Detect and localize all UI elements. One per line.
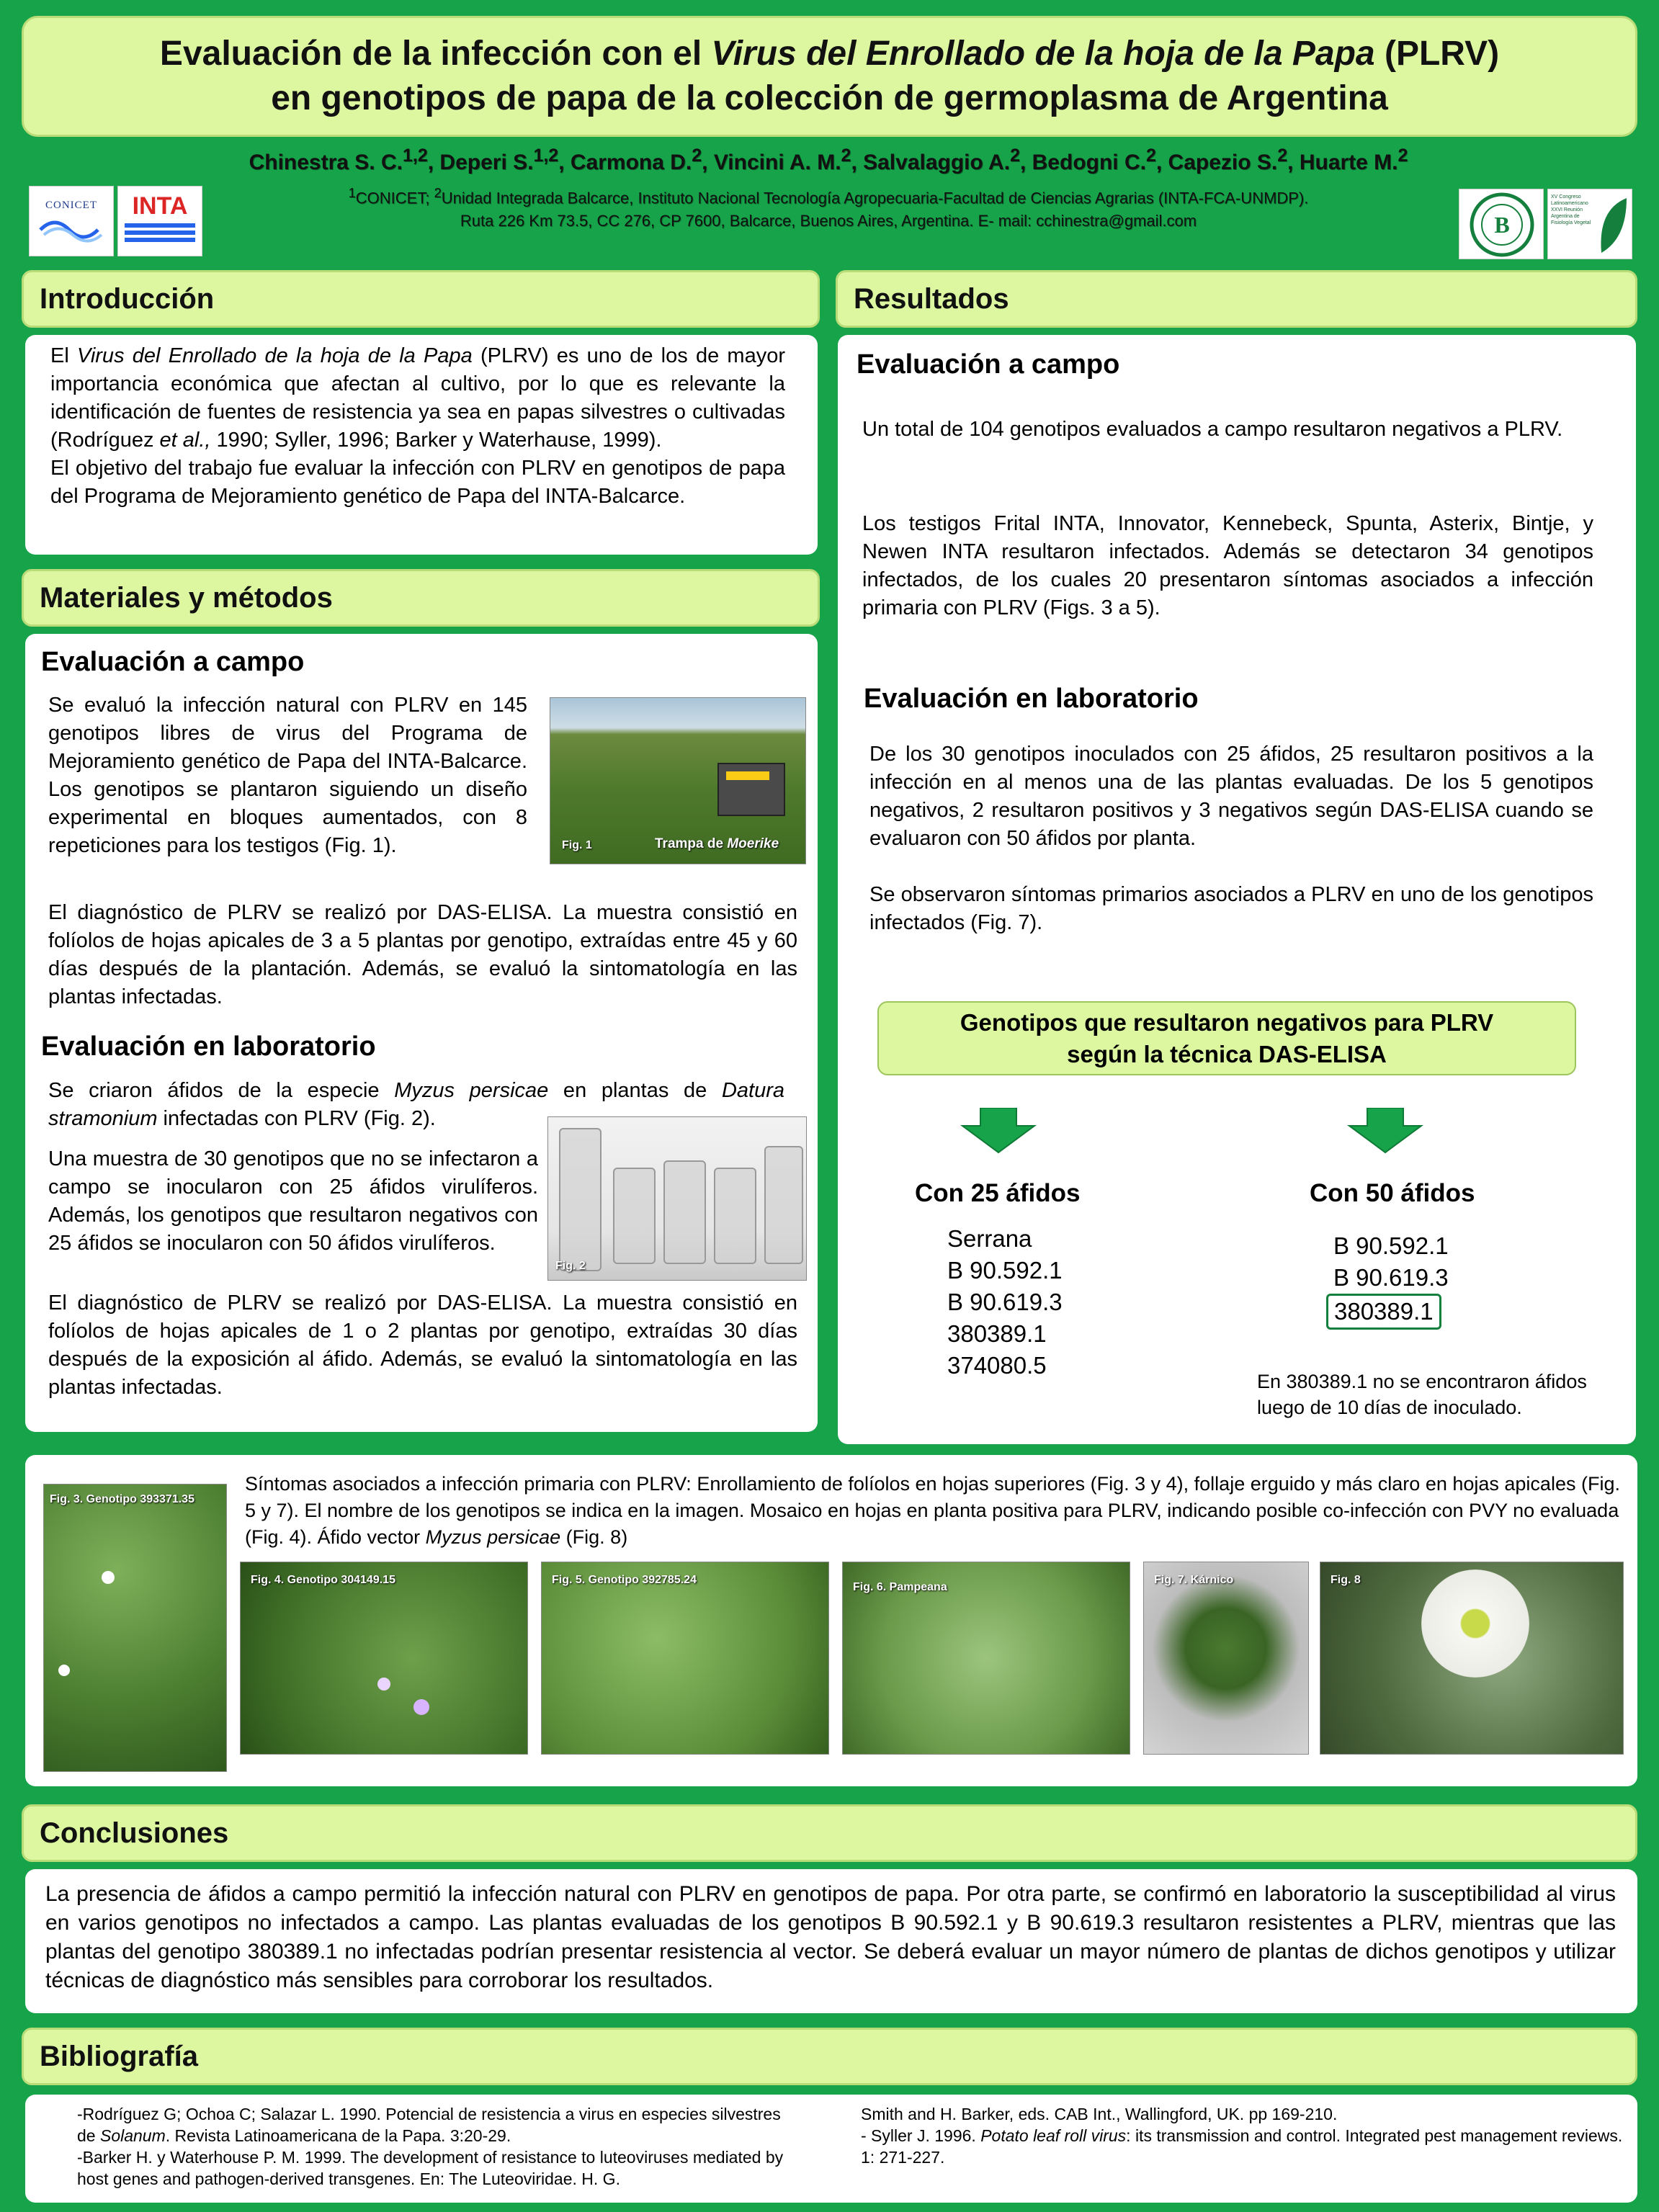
methods-lab-title: Evaluación en laboratorio [41, 1031, 376, 1062]
leaf-icon [1594, 195, 1630, 256]
inta-stripe [125, 238, 195, 242]
genotype-item: B 90.619.3 [1333, 1264, 1449, 1291]
genotype-item: 380389.1 [947, 1320, 1047, 1347]
inta-logo-text: INTA [132, 192, 188, 220]
title-line-1 [24, 32, 1635, 76]
reference-italic: Potato leaf roll virus [980, 2126, 1127, 2145]
cage-5 [764, 1146, 803, 1264]
seal-icon [1459, 189, 1544, 260]
box-title-line-2: según la técnica DAS-ELISA [1067, 1040, 1387, 1067]
figures-caption-species: Myzus persicae [425, 1526, 561, 1548]
intro-virus-name: Virus del Enrollado de la hoja de la Papa [77, 344, 473, 367]
genotype-item: 374080.5 [947, 1352, 1047, 1379]
affiliation-line-2: Ruta 226 Km 73.5, CC 276, CP 7600, Balcarce, Buenos Aires, Argentina. E- mail: cchinestra@gmail.com [460, 212, 1197, 230]
reference-2: -Barker H. y Waterhouse P. M. 1999. The development of resistance to luteoviruses mediated by host genes and pathogen-derived transgenes. En: The Luteoviridae. H. G. [77, 2148, 784, 2188]
intro-et-al: et al., [159, 429, 211, 452]
methods-header: Materiales y métodos [22, 569, 820, 627]
cage-4 [714, 1168, 756, 1264]
intro-paragraph-2: El objetivo del trabajo fue evaluar la infección con PLRV en genotipos de papa del Programa de Mejoramiento genético de Papa del INTA-Balcarce. [50, 457, 785, 508]
col-25-list [947, 1223, 1063, 1382]
fig-6-photo [842, 1562, 1130, 1755]
conclusions-panel [25, 1869, 1637, 2013]
arrow-down-icon [959, 1108, 1038, 1155]
conicet-logo-text: CONICET [45, 200, 97, 211]
fig-5-label: Fig. 5. Genotipo 392785.24 [552, 1574, 697, 1586]
box-title-line-1: Genotipos que resultaron negativos para PLRV [960, 1008, 1494, 1036]
conicet-wave-icon [30, 212, 115, 248]
lab-text: Se criaron áfidos de la especie [48, 1079, 395, 1102]
lab-host-species: Datura stramonium [48, 1079, 784, 1130]
inta-stripe [125, 230, 195, 235]
lab-text: infectadas con PLRV (Fig. 2). [157, 1107, 436, 1130]
figures-caption-text: (Fig. 8) [560, 1526, 628, 1548]
results-field-paragraph-1: Un total de 104 genotipos evaluados a campo resultaron negativos a PLRV. [862, 418, 1563, 441]
methods-field-paragraph-2: El diagnóstico de PLRV se realizó por DAS-ELISA. La muestra consistió en folíolos de hojas apicales de 3 a 5 plantas por genotipo, extraídas entre 45 y 60 días después de la plantación. Además, se evaluó la sintomatología en las plantas infectadas. [48, 901, 797, 1008]
genotype-item: B 90.592.1 [1333, 1232, 1449, 1259]
intro-text: 1990; Syller, 1996; Barker y Waterhause, 1999). [210, 429, 662, 452]
fig-2-photo [547, 1116, 807, 1281]
flower [58, 1665, 70, 1676]
flower [102, 1571, 115, 1584]
title-text: (PLRV) [1374, 35, 1500, 73]
congress-logo [1547, 189, 1632, 259]
results-lab-title: Evaluación en laboratorio [864, 684, 1199, 714]
cage-3 [663, 1160, 706, 1264]
methods-field-paragraph-1: Se evaluó la infección natural con PLRV en 145 genotipos libres de virus del Programa de Mejoramiento genético de Papa del INTA-Balcarce. Los genotipos se plantaron siguiendo un diseño experimental en bloques aumentados, con 8 repeticiones para los testigos (Fig. 1). [48, 694, 527, 857]
fig-2-label: Fig. 2 [555, 1260, 586, 1272]
highlighted-genotype: 380389.1 [1326, 1294, 1441, 1330]
potato-flower [1421, 1570, 1529, 1678]
authors: Chinestra S. C.$^{1,2}$, Deperi S.$^{1,2}$, Carmona D.$^2$, Vincini A. M.$^2$, Salvalaggio A.$^2$, Bedogni C.$^2$, Capezio S.$^2$, Huarte M.$^2$ [249, 145, 1408, 174]
fig-1-caption-text: Trampa de [655, 836, 728, 851]
methods-field-title: Evaluación a campo [41, 647, 305, 677]
fig-6-label: Fig. 6. Pampeana [853, 1581, 947, 1593]
reference-text: : its transmission and control. Integrated pest management reviews. 1: 271-227. [861, 2126, 1623, 2167]
bibliography-panel [25, 2095, 1637, 2203]
intro-panel [25, 335, 818, 555]
fig-1-caption [655, 836, 779, 852]
fig-7-photo [1143, 1562, 1309, 1755]
affiliation-line-1: $^1$CONICET; $^2$Unidad Integrada Balcarce, Instituto Nacional Tecnología Agropecuaria-Facultad de Ciencias Agrarias (INTA-FCA-UNMDP). [348, 185, 1309, 207]
congress-logo-text: XV Congreso Latinoamericano XXVI Reunión Argentina de Fisiología Vegetal [1551, 194, 1591, 225]
results-note: En 380389.1 no se encontraron áfidos luego de 10 días de inoculado. [1257, 1371, 1587, 1418]
col-25-title: Con 25 áfidos [915, 1179, 1081, 1207]
affiliations [72, 182, 1585, 233]
results-field-paragraph-2: Los testigos Frital INTA, Innovator, Kennebeck, Spunta, Asterix, Bintje, y Newen INTA resultaron infectados. Además se detectaron 34 genotipos infectados, de los cuales 20 presentaron síntomas asociados a infección primaria con PLRV (Figs. 3 a 5). [862, 512, 1593, 619]
results-lab-paragraph-2: Se observaron síntomas primarios asociados a PLRV en uno de los genotipos infectados (Fig. 7). [869, 883, 1593, 934]
flower [377, 1678, 390, 1691]
reference-3 [861, 2125, 1624, 2168]
reference-text: - Syller J. 1996. [861, 2126, 981, 2145]
reference-2-continued: Smith and H. Barker, eds. CAB Int., Wallingford, UK. pp 169-210. [861, 2105, 1338, 2123]
fig-8-label: Fig. 8 [1331, 1574, 1361, 1586]
col-50-title: Con 50 áfidos [1310, 1179, 1475, 1207]
fig-1-photo [550, 697, 806, 864]
poster-title [22, 16, 1637, 137]
lab-species: Myzus persicae [394, 1079, 549, 1102]
bibliography-header: Bibliografía [22, 2028, 1637, 2085]
cage-1 [559, 1128, 602, 1271]
reference-1 [77, 2103, 797, 2146]
trap-yellow-tray [726, 771, 769, 780]
lab-text: en plantas de [548, 1079, 722, 1102]
intro-text: (PLRV) es uno de los de mayor importancia económica que afectan al cultivo, por lo que es relevante la identificación de fuentes de resistencia ya sea en papas silvestres o cultivadas (Rodríguez [50, 344, 785, 452]
methods-lab-paragraph-2: Una muestra de 30 genotipos que no se infectaron a campo se inocularon con 25 áfidos virulíferos. Además, los genotipos que resultaron negativos con 25 áfidos se inocularon con 50 áfidos virulíferos. [48, 1147, 538, 1255]
title-virus-name: Virus del Enrollado de la hoja de la Papa [711, 35, 1375, 73]
arrow-down-icon [1346, 1108, 1425, 1155]
bibliography-column-1 [77, 2103, 797, 2190]
fig-3-photo [43, 1484, 227, 1772]
genotype-item: Serrana [947, 1225, 1032, 1252]
fig-3-label: Fig. 3. Genotipo 393371.35 [50, 1493, 194, 1505]
flower [413, 1699, 429, 1715]
intro-header: Introducción [22, 270, 820, 328]
figures-caption [245, 1471, 1624, 1551]
conicet-logo [29, 186, 114, 256]
genotype-item: B 90.592.1 [947, 1257, 1063, 1284]
fig-5-photo [541, 1562, 829, 1755]
fig-4-photo [240, 1562, 528, 1755]
reference-text: . Revista Latinoamericana de la Papa. 3:20-29. [165, 2126, 511, 2145]
results-panel [838, 335, 1636, 1444]
methods-panel [25, 634, 818, 1432]
results-header: Resultados [836, 270, 1637, 328]
reference-italic: Solanum [99, 2126, 166, 2145]
inta-stripe [125, 223, 195, 228]
conclusions-text: La presencia de áfidos a campo permitió la infección natural con PLRV en genotipos de papa. Por otra parte, se confirmó en laboratorio la susceptibilidad al virus en varios genotipos no infectados a campo. Las plantas evaluadas de los genotipos B 90.592.1 y B 90.619.3 resultaron resistentes a PLRV, mientras que las plantas del genotipo 380389.1 no infectadas podrían presentar resistencia al vector. Se deberá evaluar un mayor número de plantas de dichos genotipos y utilizar técnicas de diagnóstico más sensibles para corroborar los resultados. [45, 1882, 1616, 1992]
negative-genotypes-box [877, 1001, 1576, 1075]
fig-4-label: Fig. 4. Genotipo 304149.15 [251, 1574, 395, 1586]
seal-letter: B [1494, 212, 1510, 238]
methods-lab-paragraph-3: El diagnóstico de PLRV se realizó por DAS-ELISA. La muestra consistió en folíolos de hojas apicales de 1 o 2 plantas por genotipo, extraídas 30 días después de la exposición al áfido. Además, se evaluó la sintomatología en las plantas infectadas. [48, 1291, 797, 1399]
inta-logo [117, 186, 202, 256]
fig-8-photo [1320, 1562, 1624, 1755]
moerike-trap [717, 763, 785, 816]
fig-1-caption-italic: Moerike [727, 836, 779, 851]
fig-1-label: Fig. 1 [562, 839, 592, 851]
col-50-list [1333, 1230, 1449, 1330]
title-line-2: en genotipos de papa de la colección de germoplasma de Argentina [271, 79, 1388, 117]
intro-text: El [50, 344, 78, 367]
university-seal-logo [1459, 189, 1544, 259]
figures-caption-text: Síntomas asociados a infección primaria con PLRV: Enrollamiento de folíolos en hojas superiores (Fig. 3 y 4), follaje erguido y más claro en hojas apicales (Fig. 5 y 7). El nombre de los genotipos se indica en la imagen. Mosaico en hojas en planta positiva para PLRV, indicando posible co-infección con PVY no evaluada (Fig. 4). Áfido vector [245, 1473, 1620, 1548]
genotype-item: B 90.619.3 [947, 1289, 1063, 1315]
cage-2 [613, 1168, 656, 1264]
intro-paragraph-1 [50, 342, 785, 455]
reference-text: -Rodríguez G; Ochoa C; Salazar L. 1990. Potencial de resistencia a virus en especies silvestres de [77, 2105, 781, 2145]
figures-panel [25, 1455, 1637, 1786]
bibliography-column-2 [861, 2103, 1624, 2168]
results-lab-paragraph-1: De los 30 genotipos inoculados con 25 áfidos, 25 resultaron positivos a la infección en al menos una de las plantas evaluadas. De los 5 genotipos negativos, 2 resultaron positivos y 3 negativos según DAS-ELISA cuando se evaluaron con 50 áfidos por planta. [869, 743, 1593, 850]
results-field-title: Evaluación a campo [857, 349, 1120, 380]
fig-7-label: Fig. 7. Kárnico [1154, 1574, 1234, 1586]
title-text: Evaluación de la infección con el [159, 35, 712, 73]
conclusions-header: Conclusiones [22, 1804, 1637, 1862]
